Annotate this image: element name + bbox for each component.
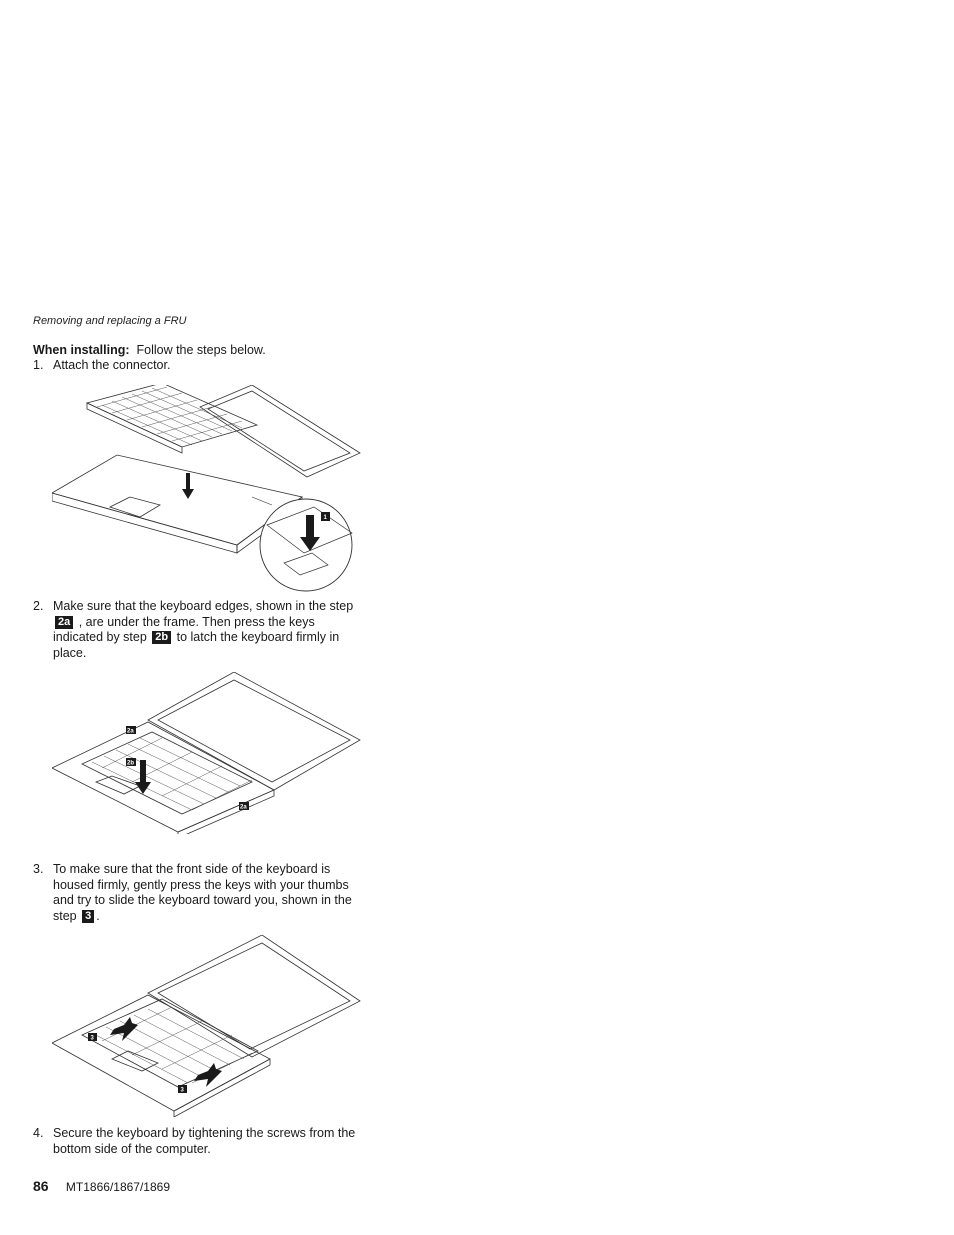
step-3 [33, 862, 363, 924]
step-text-part: To make sure that the front side of the keyboard is housed firmly, gently press the keys with your thumbs and try to slide the keyboard toward you, shown in the step [53, 862, 352, 923]
step-number: 1. [33, 358, 44, 372]
figure-callout-3-right: 3 [180, 1087, 184, 1094]
figure-callout-3-left: 3 [90, 1035, 94, 1042]
running-head: Removing and replacing a FRU [33, 315, 187, 327]
figure-callout-2b: 2b [127, 760, 135, 767]
figure-latch-keyboard [52, 672, 362, 834]
page-number: 86 [33, 1178, 49, 1194]
figure-callout-2a-right: 2a [240, 804, 247, 811]
step-text [53, 862, 363, 924]
step-1 [33, 358, 363, 374]
step-text-part: , are under the frame. Then press the keys indicated by step [53, 614, 315, 645]
figure-callout-2a-top: 2a [127, 728, 134, 735]
figure-slide-keyboard [52, 935, 362, 1117]
step-number: 3. [33, 862, 44, 876]
page-footer [33, 1178, 170, 1194]
callout-3: 3 [82, 910, 94, 923]
intro-bold-label: When installing: [33, 343, 130, 357]
step-text-part: Make sure that the keyboard edges, shown in the step [53, 599, 354, 613]
intro-paragraph [33, 343, 373, 359]
step-text [53, 599, 363, 661]
callout-2b: 2b [152, 631, 171, 644]
step-text-part: . [96, 908, 100, 923]
figure-attach-connector [52, 385, 364, 593]
step-2 [33, 599, 363, 661]
model-number: MT1866/1867/1869 [65, 1180, 171, 1194]
figure-callout-1: 1 [323, 515, 327, 521]
step-number: 4. [33, 1126, 44, 1140]
step-text-part: to latch the keyboard firmly in place. [53, 630, 340, 660]
callout-2a: 2a [55, 616, 73, 629]
step-4 [33, 1126, 363, 1157]
step-number: 2. [33, 599, 44, 613]
intro-text: Follow the steps below. [136, 343, 266, 357]
step-text: Attach the connector. [53, 358, 171, 372]
step-text: Secure the keyboard by tightening the screws from the bottom side of the computer. [53, 1126, 356, 1156]
